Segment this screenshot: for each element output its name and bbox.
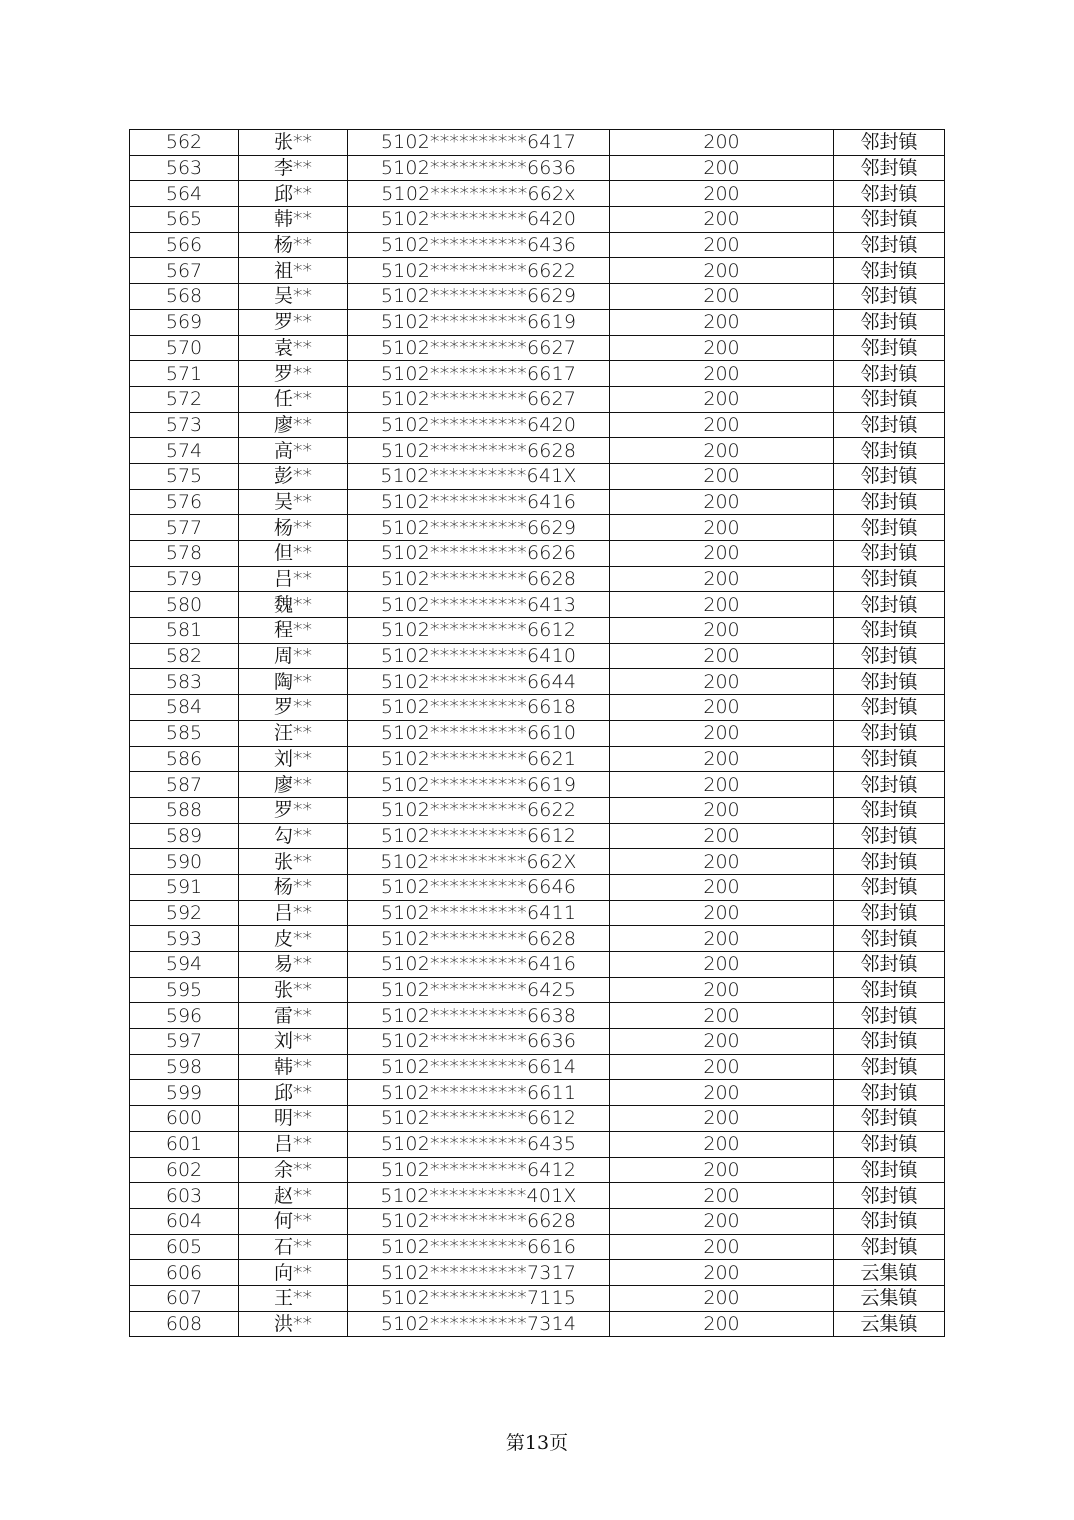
- table-row: [130, 438, 945, 464]
- table-row: [130, 309, 945, 335]
- row-number-cell: 567: [130, 258, 239, 284]
- id-number-cell: 5102**********6636: [348, 1029, 610, 1055]
- row-number-cell: 579: [130, 566, 239, 592]
- amount-cell: 200: [610, 1260, 834, 1286]
- table-row: [130, 1157, 945, 1183]
- name-cell: 彭**: [239, 463, 348, 489]
- table-row: [130, 772, 945, 798]
- page-number: 第13页: [505, 1432, 569, 1454]
- name-cell: 罗**: [239, 309, 348, 335]
- id-number-cell: 5102**********6622: [348, 258, 610, 284]
- id-number-cell: 5102**********6410: [348, 643, 610, 669]
- row-number-cell: 605: [130, 1234, 239, 1260]
- id-number-cell: 5102**********6638: [348, 1003, 610, 1029]
- town-cell: 邻封镇: [834, 643, 945, 669]
- name-cell: 张**: [239, 130, 348, 156]
- amount-cell: 200: [610, 952, 834, 978]
- town-cell: 邻封镇: [834, 772, 945, 798]
- id-number-cell: 5102**********6627: [348, 386, 610, 412]
- row-number-cell: 577: [130, 515, 239, 541]
- town-cell: 邻封镇: [834, 309, 945, 335]
- table-row: [130, 926, 945, 952]
- row-number-cell: 562: [130, 130, 239, 156]
- name-cell: 杨**: [239, 515, 348, 541]
- row-number-cell: 596: [130, 1003, 239, 1029]
- table-row: [130, 1234, 945, 1260]
- town-cell: 邻封镇: [834, 746, 945, 772]
- town-cell: 邻封镇: [834, 952, 945, 978]
- row-number-cell: 607: [130, 1285, 239, 1311]
- town-cell: 邻封镇: [834, 1054, 945, 1080]
- table-row: [130, 1029, 945, 1055]
- id-number-cell: 5102**********6628: [348, 566, 610, 592]
- amount-cell: 200: [610, 361, 834, 387]
- town-cell: 邻封镇: [834, 1080, 945, 1106]
- table-row: [130, 1183, 945, 1209]
- town-cell: 邻封镇: [834, 669, 945, 695]
- town-cell: 邻封镇: [834, 1003, 945, 1029]
- town-cell: 邻封镇: [834, 1029, 945, 1055]
- name-cell: 袁**: [239, 335, 348, 361]
- id-number-cell: 5102**********641X: [348, 463, 610, 489]
- amount-cell: 200: [610, 258, 834, 284]
- amount-cell: 200: [610, 515, 834, 541]
- id-number-cell: 5102**********6411: [348, 900, 610, 926]
- amount-cell: 200: [610, 823, 834, 849]
- town-cell: 邻封镇: [834, 335, 945, 361]
- records-table-body: [130, 130, 945, 1337]
- town-cell: 邻封镇: [834, 515, 945, 541]
- id-number-cell: 5102**********7317: [348, 1260, 610, 1286]
- name-cell: 罗**: [239, 797, 348, 823]
- id-number-cell: 5102**********6420: [348, 207, 610, 233]
- row-number-cell: 580: [130, 592, 239, 618]
- id-number-cell: 5102**********6629: [348, 284, 610, 310]
- name-cell: 何**: [239, 1208, 348, 1234]
- name-cell: 吴**: [239, 284, 348, 310]
- table-row: [130, 207, 945, 233]
- name-cell: 魏**: [239, 592, 348, 618]
- name-cell: 向**: [239, 1260, 348, 1286]
- amount-cell: 200: [610, 489, 834, 515]
- amount-cell: 200: [610, 797, 834, 823]
- row-number-cell: 594: [130, 952, 239, 978]
- id-number-cell: 5102**********6412: [348, 1157, 610, 1183]
- id-number-cell: 5102**********6416: [348, 489, 610, 515]
- name-cell: 罗**: [239, 361, 348, 387]
- name-cell: 杨**: [239, 874, 348, 900]
- amount-cell: 200: [610, 541, 834, 567]
- amount-cell: 200: [610, 412, 834, 438]
- id-number-cell: 5102**********6621: [348, 746, 610, 772]
- row-number-cell: 603: [130, 1183, 239, 1209]
- name-cell: 周**: [239, 643, 348, 669]
- town-cell: 邻封镇: [834, 181, 945, 207]
- amount-cell: 200: [610, 772, 834, 798]
- name-cell: 程**: [239, 618, 348, 644]
- town-cell: 邻封镇: [834, 386, 945, 412]
- name-cell: 皮**: [239, 926, 348, 952]
- row-number-cell: 573: [130, 412, 239, 438]
- town-cell: 邻封镇: [834, 618, 945, 644]
- id-number-cell: 5102**********6626: [348, 541, 610, 567]
- row-number-cell: 602: [130, 1157, 239, 1183]
- row-number-cell: 576: [130, 489, 239, 515]
- town-cell: 邻封镇: [834, 207, 945, 233]
- row-number-cell: 568: [130, 284, 239, 310]
- id-number-cell: 5102**********6644: [348, 669, 610, 695]
- name-cell: 赵**: [239, 1183, 348, 1209]
- town-cell: 邻封镇: [834, 797, 945, 823]
- amount-cell: 200: [610, 1157, 834, 1183]
- id-number-cell: 5102**********6646: [348, 874, 610, 900]
- row-number-cell: 565: [130, 207, 239, 233]
- table-row: [130, 130, 945, 156]
- name-cell: 邱**: [239, 181, 348, 207]
- table-row: [130, 232, 945, 258]
- amount-cell: 200: [610, 900, 834, 926]
- town-cell: 邻封镇: [834, 592, 945, 618]
- name-cell: 明**: [239, 1106, 348, 1132]
- id-number-cell: 5102**********6611: [348, 1080, 610, 1106]
- amount-cell: 200: [610, 1183, 834, 1209]
- town-cell: 邻封镇: [834, 849, 945, 875]
- row-number-cell: 597: [130, 1029, 239, 1055]
- name-cell: 吕**: [239, 1131, 348, 1157]
- table-row: [130, 1080, 945, 1106]
- table-row: [130, 463, 945, 489]
- table-row: [130, 900, 945, 926]
- name-cell: 李**: [239, 155, 348, 181]
- town-cell: 邻封镇: [834, 489, 945, 515]
- town-cell: 邻封镇: [834, 695, 945, 721]
- town-cell: 邻封镇: [834, 900, 945, 926]
- table-row: [130, 386, 945, 412]
- table-row: [130, 515, 945, 541]
- name-cell: 洪**: [239, 1311, 348, 1337]
- town-cell: 邻封镇: [834, 155, 945, 181]
- table-row: [130, 489, 945, 515]
- table-row: [130, 849, 945, 875]
- id-number-cell: 5102**********6619: [348, 309, 610, 335]
- amount-cell: 200: [610, 592, 834, 618]
- amount-cell: 200: [610, 1029, 834, 1055]
- name-cell: 雷**: [239, 1003, 348, 1029]
- amount-cell: 200: [610, 1003, 834, 1029]
- name-cell: 廖**: [239, 412, 348, 438]
- table-row: [130, 412, 945, 438]
- amount-cell: 200: [610, 720, 834, 746]
- row-number-cell: 572: [130, 386, 239, 412]
- amount-cell: 200: [610, 746, 834, 772]
- row-number-cell: 564: [130, 181, 239, 207]
- row-number-cell: 589: [130, 823, 239, 849]
- name-cell: 石**: [239, 1234, 348, 1260]
- town-cell: 邻封镇: [834, 284, 945, 310]
- id-number-cell: 5102**********6416: [348, 952, 610, 978]
- town-cell: 邻封镇: [834, 412, 945, 438]
- table-row: [130, 181, 945, 207]
- row-number-cell: 604: [130, 1208, 239, 1234]
- town-cell: 邻封镇: [834, 977, 945, 1003]
- amount-cell: 200: [610, 155, 834, 181]
- row-number-cell: 574: [130, 438, 239, 464]
- id-number-cell: 5102**********6612: [348, 618, 610, 644]
- name-cell: 刘**: [239, 1029, 348, 1055]
- table-row: [130, 618, 945, 644]
- town-cell: 邻封镇: [834, 1106, 945, 1132]
- row-number-cell: 600: [130, 1106, 239, 1132]
- table-row: [130, 952, 945, 978]
- row-number-cell: 586: [130, 746, 239, 772]
- table-row: [130, 977, 945, 1003]
- amount-cell: 200: [610, 669, 834, 695]
- table-row: [130, 669, 945, 695]
- name-cell: 吕**: [239, 566, 348, 592]
- id-number-cell: 5102**********6617: [348, 361, 610, 387]
- name-cell: 吕**: [239, 900, 348, 926]
- table-row: [130, 874, 945, 900]
- row-number-cell: 563: [130, 155, 239, 181]
- amount-cell: 200: [610, 618, 834, 644]
- name-cell: 韩**: [239, 207, 348, 233]
- row-number-cell: 608: [130, 1311, 239, 1337]
- table-row: [130, 1131, 945, 1157]
- amount-cell: 200: [610, 695, 834, 721]
- row-number-cell: 571: [130, 361, 239, 387]
- table-row: [130, 1208, 945, 1234]
- name-cell: 张**: [239, 977, 348, 1003]
- name-cell: 任**: [239, 386, 348, 412]
- amount-cell: 200: [610, 1106, 834, 1132]
- town-cell: 邻封镇: [834, 130, 945, 156]
- row-number-cell: 583: [130, 669, 239, 695]
- id-number-cell: 5102**********6614: [348, 1054, 610, 1080]
- amount-cell: 200: [610, 1054, 834, 1080]
- row-number-cell: 606: [130, 1260, 239, 1286]
- name-cell: 高**: [239, 438, 348, 464]
- row-number-cell: 575: [130, 463, 239, 489]
- id-number-cell: 5102**********6413: [348, 592, 610, 618]
- amount-cell: 200: [610, 1208, 834, 1234]
- amount-cell: 200: [610, 926, 834, 952]
- amount-cell: 200: [610, 1285, 834, 1311]
- name-cell: 吴**: [239, 489, 348, 515]
- town-cell: 邻封镇: [834, 566, 945, 592]
- row-number-cell: 592: [130, 900, 239, 926]
- table-row: [130, 1311, 945, 1337]
- id-number-cell: 5102**********6420: [348, 412, 610, 438]
- records-table: [129, 129, 945, 1337]
- table-row: [130, 1260, 945, 1286]
- id-number-cell: 5102**********6612: [348, 1106, 610, 1132]
- id-number-cell: 5102**********6628: [348, 438, 610, 464]
- id-number-cell: 5102**********6627: [348, 335, 610, 361]
- table-row: [130, 1003, 945, 1029]
- town-cell: 邻封镇: [834, 541, 945, 567]
- amount-cell: 200: [610, 1080, 834, 1106]
- id-number-cell: 5102**********6435: [348, 1131, 610, 1157]
- row-number-cell: 595: [130, 977, 239, 1003]
- amount-cell: 200: [610, 207, 834, 233]
- table-row: [130, 720, 945, 746]
- row-number-cell: 566: [130, 232, 239, 258]
- row-number-cell: 581: [130, 618, 239, 644]
- name-cell: 杨**: [239, 232, 348, 258]
- amount-cell: 200: [610, 874, 834, 900]
- amount-cell: 200: [610, 232, 834, 258]
- town-cell: 邻封镇: [834, 1234, 945, 1260]
- name-cell: 陶**: [239, 669, 348, 695]
- id-number-cell: 5102**********6417: [348, 130, 610, 156]
- amount-cell: 200: [610, 643, 834, 669]
- table-row: [130, 541, 945, 567]
- amount-cell: 200: [610, 386, 834, 412]
- table-row: [130, 746, 945, 772]
- table-row: [130, 566, 945, 592]
- town-cell: 云集镇: [834, 1311, 945, 1337]
- id-number-cell: 5102**********6636: [348, 155, 610, 181]
- name-cell: 韩**: [239, 1054, 348, 1080]
- id-number-cell: 5102**********6612: [348, 823, 610, 849]
- row-number-cell: 569: [130, 309, 239, 335]
- amount-cell: 200: [610, 130, 834, 156]
- town-cell: 邻封镇: [834, 926, 945, 952]
- row-number-cell: 584: [130, 695, 239, 721]
- table-row: [130, 823, 945, 849]
- row-number-cell: 587: [130, 772, 239, 798]
- amount-cell: 200: [610, 463, 834, 489]
- town-cell: 云集镇: [834, 1260, 945, 1286]
- amount-cell: 200: [610, 181, 834, 207]
- id-number-cell: 5102**********662X: [348, 849, 610, 875]
- id-number-cell: 5102**********6618: [348, 695, 610, 721]
- table-row: [130, 284, 945, 310]
- id-number-cell: 5102**********7314: [348, 1311, 610, 1337]
- table-row: [130, 643, 945, 669]
- amount-cell: 200: [610, 849, 834, 875]
- amount-cell: 200: [610, 977, 834, 1003]
- name-cell: 张**: [239, 849, 348, 875]
- town-cell: 邻封镇: [834, 258, 945, 284]
- id-number-cell: 5102**********6610: [348, 720, 610, 746]
- row-number-cell: 582: [130, 643, 239, 669]
- id-number-cell: 5102**********6622: [348, 797, 610, 823]
- name-cell: 余**: [239, 1157, 348, 1183]
- town-cell: 邻封镇: [834, 1208, 945, 1234]
- amount-cell: 200: [610, 566, 834, 592]
- name-cell: 刘**: [239, 746, 348, 772]
- name-cell: 王**: [239, 1285, 348, 1311]
- table-row: [130, 1054, 945, 1080]
- table-row: [130, 361, 945, 387]
- amount-cell: 200: [610, 438, 834, 464]
- town-cell: 邻封镇: [834, 438, 945, 464]
- table-row: [130, 258, 945, 284]
- amount-cell: 200: [610, 1234, 834, 1260]
- table-row: [130, 155, 945, 181]
- amount-cell: 200: [610, 1131, 834, 1157]
- table-row: [130, 592, 945, 618]
- town-cell: 邻封镇: [834, 874, 945, 900]
- row-number-cell: 601: [130, 1131, 239, 1157]
- row-number-cell: 593: [130, 926, 239, 952]
- name-cell: 但**: [239, 541, 348, 567]
- amount-cell: 200: [610, 309, 834, 335]
- id-number-cell: 5102**********401X: [348, 1183, 610, 1209]
- amount-cell: 200: [610, 1311, 834, 1337]
- name-cell: 勾**: [239, 823, 348, 849]
- id-number-cell: 5102**********6619: [348, 772, 610, 798]
- town-cell: 邻封镇: [834, 1157, 945, 1183]
- town-cell: 邻封镇: [834, 1183, 945, 1209]
- id-number-cell: 5102**********7115: [348, 1285, 610, 1311]
- name-cell: 邱**: [239, 1080, 348, 1106]
- town-cell: 邻封镇: [834, 361, 945, 387]
- row-number-cell: 585: [130, 720, 239, 746]
- amount-cell: 200: [610, 335, 834, 361]
- row-number-cell: 578: [130, 541, 239, 567]
- id-number-cell: 5102**********6616: [348, 1234, 610, 1260]
- id-number-cell: 5102**********662x: [348, 181, 610, 207]
- name-cell: 罗**: [239, 695, 348, 721]
- town-cell: 邻封镇: [834, 463, 945, 489]
- table-row: [130, 1285, 945, 1311]
- town-cell: 邻封镇: [834, 1131, 945, 1157]
- town-cell: 邻封镇: [834, 823, 945, 849]
- name-cell: 汪**: [239, 720, 348, 746]
- table-row: [130, 1106, 945, 1132]
- name-cell: 祖**: [239, 258, 348, 284]
- table-row: [130, 335, 945, 361]
- row-number-cell: 598: [130, 1054, 239, 1080]
- row-number-cell: 599: [130, 1080, 239, 1106]
- name-cell: 易**: [239, 952, 348, 978]
- id-number-cell: 5102**********6628: [348, 926, 610, 952]
- id-number-cell: 5102**********6436: [348, 232, 610, 258]
- id-number-cell: 5102**********6628: [348, 1208, 610, 1234]
- row-number-cell: 570: [130, 335, 239, 361]
- id-number-cell: 5102**********6629: [348, 515, 610, 541]
- town-cell: 邻封镇: [834, 232, 945, 258]
- table-row: [130, 797, 945, 823]
- row-number-cell: 591: [130, 874, 239, 900]
- id-number-cell: 5102**********6425: [348, 977, 610, 1003]
- name-cell: 廖**: [239, 772, 348, 798]
- town-cell: 云集镇: [834, 1285, 945, 1311]
- amount-cell: 200: [610, 284, 834, 310]
- town-cell: 邻封镇: [834, 720, 945, 746]
- table-row: [130, 695, 945, 721]
- row-number-cell: 588: [130, 797, 239, 823]
- row-number-cell: 590: [130, 849, 239, 875]
